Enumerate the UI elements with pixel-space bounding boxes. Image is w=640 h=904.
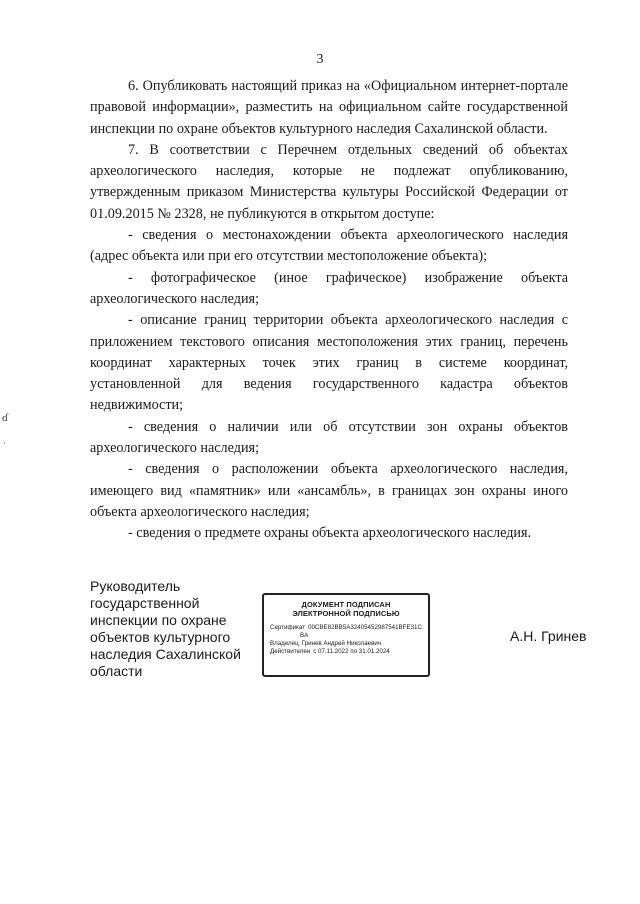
signatory-name: А.Н. Гринев: [510, 628, 587, 644]
stamp-certificate-cont: BA: [300, 632, 309, 639]
scan-artifact-mark: ·: [3, 438, 6, 448]
list-item: - сведения о местонахождении объекта археологического наследия (адрес объекта или при его отсутствии местоположение объекта);: [90, 227, 568, 265]
document-body: [90, 76, 568, 545]
page-number: 3: [316, 52, 324, 67]
paragraph-7: 7. В соответствии с Перечнем отдельных сведений об объектах археологического наследия, которые не подлежат опубликованию, утвержденным приказом Министерства культуры Российской Федерации от 01.09.2015 № 2328, не публикуются в открытом доступе:: [90, 141, 568, 222]
stamp-certificate-row: [270, 624, 422, 632]
stamp-validity-label: Действителен: [270, 648, 311, 655]
signatory-position: [90, 578, 260, 680]
stamp-owner-value: Гринев Андрей Николаевич: [301, 640, 382, 647]
paragraph-6: 6. Опубликовать настоящий приказ на «Официальном интернет-портале правовой информации», разместить на официальном сайте государственной инспекции по охране объектов культурного наследия Сахалинской области.: [90, 78, 568, 137]
electronic-signature-stamp: [262, 593, 430, 677]
stamp-title-line: ЭЛЕКТРОННОЙ ПОДПИСЬЮ: [292, 609, 400, 618]
scan-artifact-mark: ɗ: [2, 412, 8, 424]
signatory-position-line: инспекции по охране: [90, 612, 227, 628]
stamp-validity-row: [270, 648, 422, 656]
stamp-owner-row: [270, 640, 422, 648]
signatory-position-line: объектов культурного: [90, 629, 231, 645]
stamp-title-line: ДОКУМЕНТ ПОДПИСАН: [301, 600, 391, 609]
list-item: - описание границ территории объекта археологического наследия с приложением текстового описания местоположения этих границ, перечень координат характерных точек этих границ в системе координат, установленной для ведения государственного кадастра объектов недвижимости;: [90, 312, 568, 414]
signatory-position-line: области: [90, 663, 143, 679]
list-item: - фотографическое (иное графическое) изображение объекта археологического наследия;: [90, 269, 568, 307]
list-item: - сведения о расположении объекта археологического наследия, имеющего вид «памятник» или «ансамбль», в границах зон охраны иного объекта археологического наследия;: [90, 461, 568, 520]
stamp-validity-value: с 07.11.2022 по 31.01.2024: [313, 648, 390, 655]
signatory-position-line: Руководитель: [90, 578, 181, 594]
list-item: - сведения о предмете охраны объекта археологического наследия.: [128, 525, 532, 542]
stamp-certificate-value: 00CBE82BB5A32405452987541BFE31C: [308, 624, 422, 631]
signatory-position-line: государственной: [90, 595, 200, 611]
stamp-owner-label: Владелец: [270, 640, 299, 647]
signatory-position-line: наследия Сахалинской: [90, 646, 241, 662]
list-item: - сведения о наличии или об отсутствии зон охраны объектов археологического наследия;: [90, 418, 568, 457]
stamp-certificate-label: Сертификат: [270, 624, 306, 631]
